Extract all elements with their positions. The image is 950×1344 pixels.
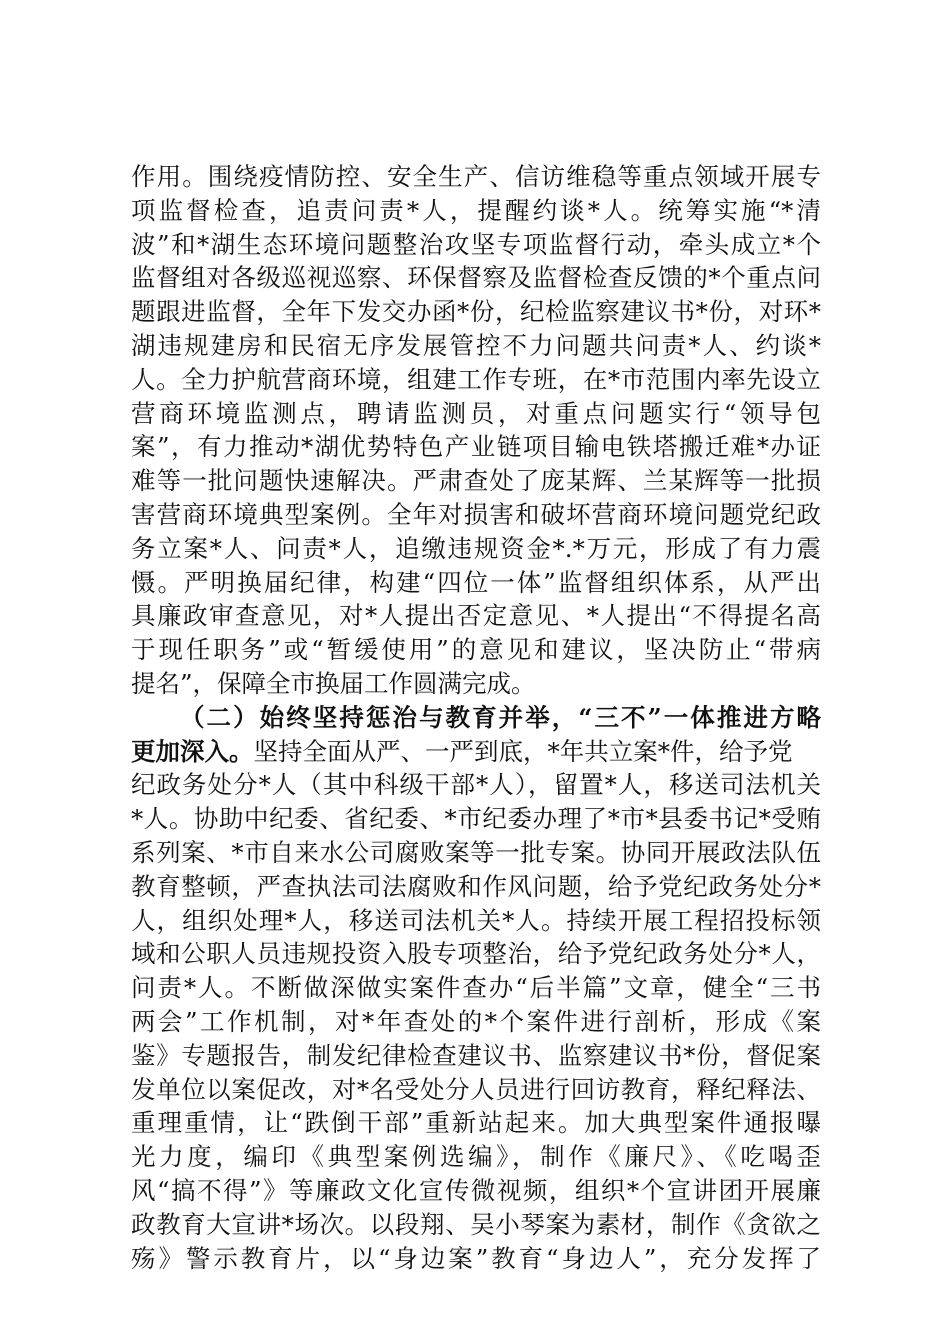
text-line: 政教育大宣讲*场次。以段翔、吴小琴案为素材，制作《贪欲之 <box>131 1209 821 1239</box>
text-line: 光力度，编印《典型案例选编》，制作《廉尺》、《吃喝歪 <box>131 1142 821 1172</box>
text-line: 发单位以案促改，对*名受处分人员进行回访教育，释纪释法、 <box>131 1074 821 1104</box>
text-line: *人。协助中纪委、省纪委、*市纪委办理了*市*县委书记*受贿 <box>131 804 821 834</box>
text-line: 提名”，保障全市换届工作圆满完成。 <box>131 668 536 698</box>
text-line: 务立案*人、问责*人，追缴违规资金*.*万元，形成了有力震 <box>131 533 821 563</box>
text-line: 系列案、*市自来水公司腐败案等一批专案。协同开展政法队伍 <box>131 837 821 867</box>
text-line: 具廉政审查意见，对*人提出否定意见、*人提出“不得提名高 <box>131 601 821 631</box>
text-line: 波”和*湖生态环境问题整治攻坚专项监督行动，牵头成立*个 <box>131 229 821 259</box>
text-line: 人。全力护航营商环境，组建工作专班，在*市范围内率先设立 <box>131 364 821 394</box>
text-line: 难等一批问题快速解决。严肃查处了庞某辉、兰某辉等一批损 <box>131 466 821 496</box>
text-line: 鉴》专题报告，制发纪律检查建议书、监察建议书*份，督促案 <box>131 1040 821 1070</box>
text-line: 域和公职人员违规投资入股专项整治，给予党纪政务处分*人， <box>131 939 821 969</box>
document-body <box>131 160 821 1275</box>
text-line <box>131 735 821 769</box>
text-line: 项监督检查，追责问责*人，提醒约谈*人。统筹实施“*清 <box>131 195 821 225</box>
text-line: 纪政务处分*人（其中科级干部*人），留置*人，移送司法机关 <box>131 770 821 800</box>
text-line: 重理重情，让“跌倒干部”重新站起来。加大典型案件通报曝 <box>131 1108 821 1138</box>
text-run: 坚持全面从严、一严到底，*年共立案*件，给予党 <box>253 736 793 766</box>
section-heading-tail: 更加深入。 <box>131 736 254 766</box>
text-line: 殇》警示教育片，以“身边案”教育“身边人”，充分发挥了 <box>131 1243 821 1273</box>
text-line: 湖违规建房和民宿无序发展管控不力问题共问责*人、约谈* <box>131 330 821 360</box>
text-line: 慑。严明换届纪律，构建“四位一体”监督组织体系，从严出 <box>131 567 821 597</box>
text-line: 人，组织处理*人，移送司法机关*人。持续开展工程招投标领 <box>131 905 821 935</box>
text-line: 问责*人。不断做深做实案件查办“后半篇”文章，健全“三书 <box>131 973 821 1003</box>
text-line: 监督组对各级巡视巡察、环保督察及监督检查反馈的*个重点问 <box>131 263 821 293</box>
text-line: 教育整顿，严查执法司法腐败和作风问题，给予党纪政务处分* <box>131 871 821 901</box>
text-line: 两会”工作机制，对*年查处的*个案件进行剖析，形成《案 <box>131 1006 821 1036</box>
text-line: 害营商环境典型案例。全年对损害和破坏营商环境问题党纪政 <box>131 499 821 529</box>
text-line: 于现任职务”或“暂缓使用”的意见和建议，坚决防止“带病 <box>131 635 821 665</box>
text-line: 营商环境监测点，聘请监测员，对重点问题实行“领导包 <box>131 398 821 428</box>
text-line: 作用。围绕疫情防控、安全生产、信访维稳等重点领域开展专 <box>131 162 821 191</box>
section-heading: （二）始终坚持惩治与教育并举，“三不”一体推进方略 <box>180 702 821 732</box>
text-line: 风“搞不得”》等廉政文化宣传微视频，组织*个宣讲团开展廉 <box>131 1175 821 1205</box>
text-line: 题跟进监督，全年下发交办函*份，纪检监察建议书*份，对环* <box>131 297 821 327</box>
text-line: 案”，有力推动*湖优势特色产业链项目输电铁塔搬迁难*办证 <box>131 432 821 462</box>
